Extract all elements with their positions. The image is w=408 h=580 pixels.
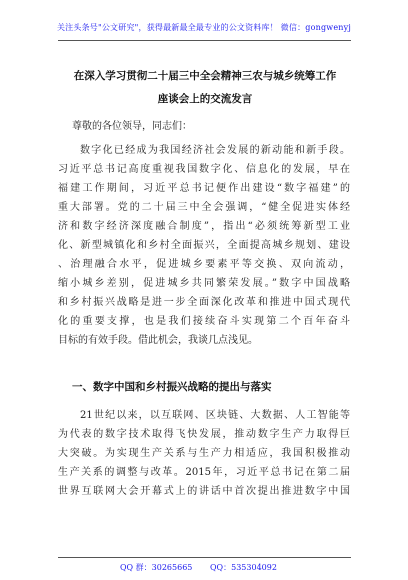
paragraph-1-line: 目标的有效手段。借此机会，我谈几点浅见。 [58, 335, 258, 346]
paragraph-1-line: 习近平总书记高度重视我国数字化、信息化的发展，早在 [58, 164, 350, 175]
paragraph-1-line: 重大部署。党的二十届三中全会强调，“健全促进实体经 [58, 202, 350, 213]
paragraph-1-line: 、治理融合水平，促进城乡要素平等交换、双向流动， [58, 259, 350, 270]
paragraph-2-line: 为代表的数字技术取得飞快发展，推动数字生产力取得巨 [58, 429, 350, 440]
paragraph-1-line: 数字化已经成为我国经济社会发展的新动能和新手段。 [80, 145, 350, 156]
document-title-line-2: 座谈会上的交流发言 [157, 93, 253, 105]
salutation: 尊敬的各位领导，同志们： [72, 121, 192, 132]
paragraph-1-line: 化的重要支撑，也是我们接续奋斗实现第二个百年奋斗 [58, 316, 350, 327]
header-banner: 关注头条号"公文研究"，获得最新最全最专业的公文资料库！ 微信：gongwenyj [56, 23, 352, 32]
paragraph-2-line: 21世纪以来，以互联网、区块链、大数据、人工智能等 [80, 410, 350, 421]
paragraph-1-line: 福建工作期间，习近平总书记便作出建设“数字福建”的 [58, 183, 350, 194]
header-divider [58, 40, 351, 41]
paragraph-2-line: 大突破。为实现生产关系与生产力相适应，我国积极推动 [58, 448, 350, 459]
paragraph-1-line: 济和数字经济深度融合制度”，指出“必须统筹新型工业 [58, 221, 350, 232]
document-title-line-1: 在深入学习贯彻二十届三中全会精神三农与城乡统筹工作 [73, 70, 337, 82]
footer-qq-group: QQ 群：30265665 [120, 563, 193, 572]
paragraph-1-line: 和乡村振兴战略是进一步全面深化改革和推进中国式现代 [58, 297, 350, 308]
paragraph-2-line: 生产关系的调整与改革。2015年，习近平总书记在第二届 [58, 467, 350, 478]
paragraph-1-line: 缩小城乡差别，促进城乡共同繁荣发展。”数字中国战略 [58, 278, 350, 289]
paragraph-1-line: 化、新型城镇化和乡村全面振兴，全面提高城乡规划、建设 [58, 240, 350, 251]
footer-qq-contact: QQ：535304092 [210, 563, 277, 572]
footer-divider [58, 557, 351, 558]
section-heading: 一、数字中国和乡村振兴战略的提出与落实 [72, 381, 272, 393]
paragraph-2-line: 世界互联网大会开幕式上的讲话中首次提出推进数字中国 [58, 486, 350, 497]
